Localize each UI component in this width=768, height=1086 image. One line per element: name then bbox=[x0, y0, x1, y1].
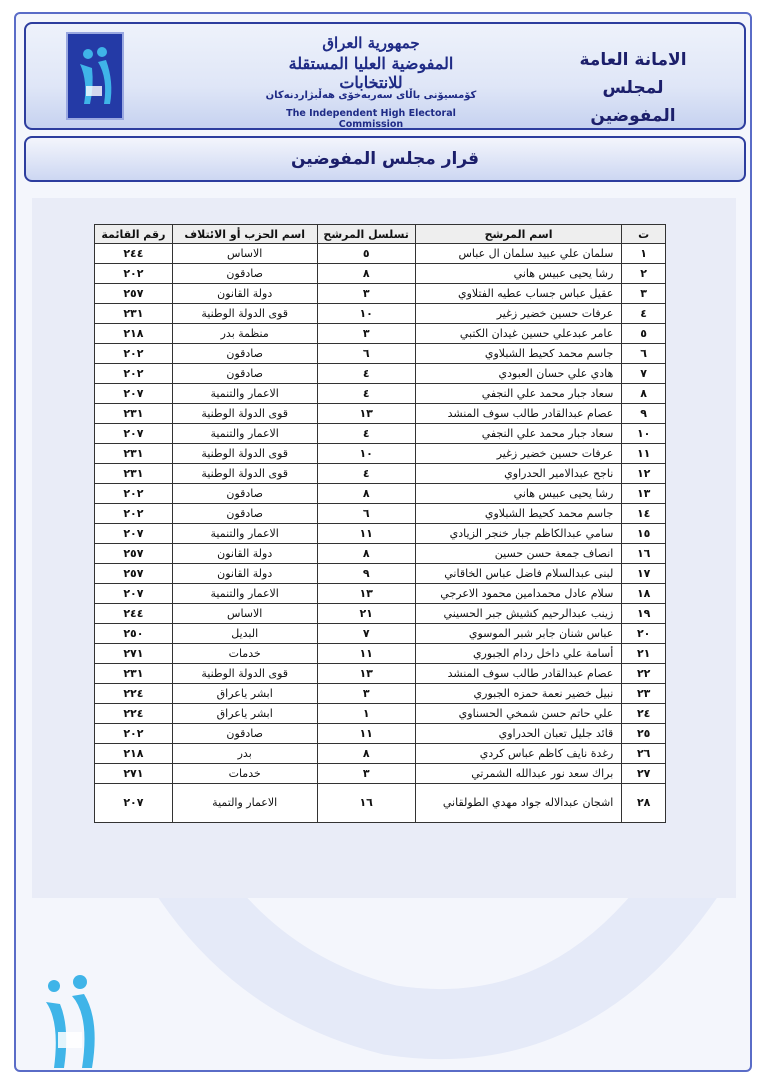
cell-candidate-serial: ٤ bbox=[317, 424, 415, 444]
cell-candidate-serial: ٢١ bbox=[317, 604, 415, 624]
cell-party-name: صادقون bbox=[172, 344, 317, 364]
cell-candidate-name: سعاد جبار محمد علي النجفي bbox=[415, 424, 622, 444]
cell-candidate-serial: ٨ bbox=[317, 544, 415, 564]
cell-candidate-name: عقيل عباس جساب عطيه الفتلاوي bbox=[415, 284, 622, 304]
cell-party-name: قوى الدولة الوطنية bbox=[172, 304, 317, 324]
cell-seq: ١٧ bbox=[622, 564, 666, 584]
cell-list-number: ٢٣١ bbox=[95, 444, 173, 464]
cell-seq: ٦ bbox=[622, 344, 666, 364]
cell-party-name: دولة القانون bbox=[172, 564, 317, 584]
cell-list-number: ٢٠٧ bbox=[95, 384, 173, 404]
document-title: قرار مجلس المفوضين bbox=[24, 136, 746, 182]
cell-party-name: دولة القانون bbox=[172, 284, 317, 304]
cell-candidate-serial: ١١ bbox=[317, 644, 415, 664]
cell-party-name: الاعمار والتمية bbox=[172, 784, 317, 823]
secretariat-line-2: لمجلس المفوضين bbox=[590, 78, 676, 126]
table-row bbox=[95, 484, 666, 504]
cell-candidate-name: عرفات حسين خضير زغير bbox=[415, 444, 622, 464]
cell-list-number: ٢٠٢ bbox=[95, 264, 173, 284]
table-row bbox=[95, 604, 666, 624]
cell-candidate-name: انصاف جمعة حسن حسين bbox=[415, 544, 622, 564]
cell-list-number: ٢٣١ bbox=[95, 304, 173, 324]
header-candidate-name: اسم المرشح bbox=[415, 225, 622, 244]
table-row bbox=[95, 564, 666, 584]
cell-candidate-name: عصام عبدالقادر طالب سوف المنشد bbox=[415, 404, 622, 424]
cell-seq: ٨ bbox=[622, 384, 666, 404]
cell-party-name: الاساس bbox=[172, 604, 317, 624]
cell-party-name: صادقون bbox=[172, 484, 317, 504]
cell-party-name: الاعمار والتنمية bbox=[172, 424, 317, 444]
secretariat-title bbox=[558, 46, 708, 130]
table-row bbox=[95, 684, 666, 704]
cell-candidate-serial: ٨ bbox=[317, 264, 415, 284]
cell-party-name: منظمة بدر bbox=[172, 324, 317, 344]
cell-list-number: ٢١٨ bbox=[95, 744, 173, 764]
commission-name: المفوضية العليا المستقلة للانتخابات bbox=[288, 54, 454, 92]
cell-list-number: ٢٠٧ bbox=[95, 584, 173, 604]
cell-party-name: صادقون bbox=[172, 504, 317, 524]
table-row bbox=[95, 364, 666, 384]
cell-candidate-name: براك سعد نور عبدالله الشمرتي bbox=[415, 764, 622, 784]
cell-candidate-serial: ٤ bbox=[317, 464, 415, 484]
country-name: جمهورية العراق bbox=[322, 34, 420, 52]
table-row bbox=[95, 344, 666, 364]
secretariat-line-1: الامانة العامة bbox=[579, 50, 687, 70]
cell-candidate-name: اشجان عبدالاله جواد مهدي الطولقاني bbox=[415, 784, 622, 823]
cell-party-name: الاساس bbox=[172, 244, 317, 264]
cell-party-name: ابشر ياعراق bbox=[172, 684, 317, 704]
cell-seq: ١٢ bbox=[622, 464, 666, 484]
cell-seq: ١٩ bbox=[622, 604, 666, 624]
table-row bbox=[95, 624, 666, 644]
cell-candidate-name: علي حاتم حسن شمخي الحسناوي bbox=[415, 704, 622, 724]
table-row bbox=[95, 324, 666, 344]
table-row bbox=[95, 724, 666, 744]
cell-candidate-name: رشا يحيى عبيس هاني bbox=[415, 484, 622, 504]
cell-candidate-name: رشا يحيى عبيس هاني bbox=[415, 264, 622, 284]
cell-list-number: ٢٠٧ bbox=[95, 424, 173, 444]
cell-party-name: الاعمار والتنمية bbox=[172, 584, 317, 604]
cell-candidate-name: عصام عبدالقادر طالب سوف المنشد bbox=[415, 664, 622, 684]
cell-seq: ٢٥ bbox=[622, 724, 666, 744]
cell-candidate-serial: ١٦ bbox=[317, 784, 415, 823]
table-row bbox=[95, 404, 666, 424]
cell-party-name: قوى الدولة الوطنية bbox=[172, 404, 317, 424]
table-row bbox=[95, 664, 666, 684]
cell-list-number: ٢٥٠ bbox=[95, 624, 173, 644]
cell-party-name: قوى الدولة الوطنية bbox=[172, 444, 317, 464]
cell-list-number: ٢٠٢ bbox=[95, 484, 173, 504]
cell-party-name: البديل bbox=[172, 624, 317, 644]
cell-candidate-serial: ٣ bbox=[317, 764, 415, 784]
table-header-row bbox=[95, 225, 666, 244]
cell-candidate-serial: ٤ bbox=[317, 364, 415, 384]
cell-party-name: صادقون bbox=[172, 364, 317, 384]
cell-candidate-serial: ٨ bbox=[317, 744, 415, 764]
cell-list-number: ٢٤٤ bbox=[95, 244, 173, 264]
cell-seq: ١٠ bbox=[622, 424, 666, 444]
table-row bbox=[95, 304, 666, 324]
cell-list-number: ٢٣١ bbox=[95, 664, 173, 684]
cell-list-number: ٢٧١ bbox=[95, 764, 173, 784]
cell-seq: ٥ bbox=[622, 324, 666, 344]
cell-seq: ٢٦ bbox=[622, 744, 666, 764]
cell-party-name: خدمات bbox=[172, 644, 317, 664]
table-row bbox=[95, 244, 666, 264]
cell-candidate-serial: ٦ bbox=[317, 344, 415, 364]
cell-seq: ١٦ bbox=[622, 544, 666, 564]
cell-seq: ١٣ bbox=[622, 484, 666, 504]
cell-candidate-serial: ٣ bbox=[317, 324, 415, 344]
table-row bbox=[95, 384, 666, 404]
cell-candidate-serial: ١٠ bbox=[317, 444, 415, 464]
cell-party-name: قوى الدولة الوطنية bbox=[172, 464, 317, 484]
cell-candidate-name: سعاد جبار محمد علي النجفي bbox=[415, 384, 622, 404]
cell-candidate-serial: ١ bbox=[317, 704, 415, 724]
org-name-english: The Independent High Electoral Commission bbox=[286, 108, 456, 130]
cell-candidate-serial: ١٣ bbox=[317, 584, 415, 604]
header-party-name: اسم الحزب أو الائتلاف bbox=[172, 225, 317, 244]
table-row bbox=[95, 284, 666, 304]
cell-list-number: ٢٠٧ bbox=[95, 524, 173, 544]
header-candidate-serial: تسلسل المرشح bbox=[317, 225, 415, 244]
cell-seq: ٢٨ bbox=[622, 784, 666, 823]
cell-party-name: صادقون bbox=[172, 724, 317, 744]
cell-candidate-name: عامر عبدعلي حسين غيدان الكتبي bbox=[415, 324, 622, 344]
table-row bbox=[95, 464, 666, 484]
cell-seq: ١١ bbox=[622, 444, 666, 464]
cell-candidate-name: زينب عبدالرحيم كشيش جبر الحسيني bbox=[415, 604, 622, 624]
cell-list-number: ٢٠٢ bbox=[95, 364, 173, 384]
cell-candidate-serial: ١٠ bbox=[317, 304, 415, 324]
cell-candidate-name: ناجح عبدالامير الحدراوي bbox=[415, 464, 622, 484]
table-row bbox=[95, 424, 666, 444]
cell-candidate-serial: ٩ bbox=[317, 564, 415, 584]
cell-list-number: ٢٠٧ bbox=[95, 784, 173, 823]
cell-list-number: ٢٧١ bbox=[95, 644, 173, 664]
cell-candidate-name: هادي علي حسان العبودي bbox=[415, 364, 622, 384]
table-row bbox=[95, 584, 666, 604]
cell-list-number: ٢٥٧ bbox=[95, 544, 173, 564]
table-row bbox=[95, 784, 666, 823]
cell-party-name: خدمات bbox=[172, 764, 317, 784]
cell-list-number: ٢١٨ bbox=[95, 324, 173, 344]
cell-seq: ١٤ bbox=[622, 504, 666, 524]
cell-party-name: قوى الدولة الوطنية bbox=[172, 664, 317, 684]
cell-party-name: الاعمار والتنمية bbox=[172, 524, 317, 544]
cell-seq: ١٨ bbox=[622, 584, 666, 604]
cell-list-number: ٢٢٤ bbox=[95, 704, 173, 724]
table-row bbox=[95, 544, 666, 564]
cell-candidate-serial: ١١ bbox=[317, 524, 415, 544]
table-row bbox=[95, 504, 666, 524]
cell-candidate-serial: ١١ bbox=[317, 724, 415, 744]
cell-list-number: ٢٥٧ bbox=[95, 564, 173, 584]
cell-party-name: ابشر ياعراق bbox=[172, 704, 317, 724]
cell-list-number: ٢٢٤ bbox=[95, 684, 173, 704]
cell-seq: ٩ bbox=[622, 404, 666, 424]
org-name-kurdish: كۆمسيۆنى باڵاى سەربەخۆى هەڵبژاردنەكان bbox=[265, 90, 477, 101]
table-row bbox=[95, 704, 666, 724]
cell-seq: ٧ bbox=[622, 364, 666, 384]
cell-party-name: بدر bbox=[172, 744, 317, 764]
cell-candidate-name: سامي عبدالكاظم جبار خنجر الزيادي bbox=[415, 524, 622, 544]
cell-candidate-name: رغدة نايف كاظم عباس كردي bbox=[415, 744, 622, 764]
cell-list-number: ٢٣١ bbox=[95, 404, 173, 424]
org-name-arabic bbox=[256, 34, 486, 92]
cell-seq: ٢٧ bbox=[622, 764, 666, 784]
cell-list-number: ٢٤٤ bbox=[95, 604, 173, 624]
cell-seq: ٢٤ bbox=[622, 704, 666, 724]
cell-seq: ٣ bbox=[622, 284, 666, 304]
cell-party-name: الاعمار والتنمية bbox=[172, 384, 317, 404]
cell-candidate-serial: ٦ bbox=[317, 504, 415, 524]
header-seq: ت bbox=[622, 225, 666, 244]
table-row bbox=[95, 764, 666, 784]
cell-candidate-serial: ١٣ bbox=[317, 404, 415, 424]
table-row bbox=[95, 744, 666, 764]
cell-candidate-name: جاسم محمد كحيط الشبلاوي bbox=[415, 504, 622, 524]
cell-candidate-serial: ٨ bbox=[317, 484, 415, 504]
cell-list-number: ٢٠٢ bbox=[95, 724, 173, 744]
table-row bbox=[95, 524, 666, 544]
header-list-number: رقم القائمة bbox=[95, 225, 173, 244]
cell-candidate-name: عرفات حسين خضير زغير bbox=[415, 304, 622, 324]
table-row bbox=[95, 644, 666, 664]
cell-candidate-name: قائد جليل تعبان الحدراوي bbox=[415, 724, 622, 744]
cell-candidate-name: سلمان علي عبيد سلمان ال عباس bbox=[415, 244, 622, 264]
cell-seq: ٤ bbox=[622, 304, 666, 324]
cell-seq: ٢٢ bbox=[622, 664, 666, 684]
cell-list-number: ٢٠٢ bbox=[95, 344, 173, 364]
cell-candidate-serial: ٤ bbox=[317, 384, 415, 404]
cell-party-name: دولة القانون bbox=[172, 544, 317, 564]
ihec-figure-icon bbox=[40, 972, 100, 1072]
cell-candidate-serial: ٣ bbox=[317, 684, 415, 704]
cell-candidate-serial: ١٣ bbox=[317, 664, 415, 684]
cell-seq: ٢٣ bbox=[622, 684, 666, 704]
candidates-table bbox=[94, 224, 666, 823]
table-row bbox=[95, 264, 666, 284]
cell-candidate-name: لبنى عبدالسلام فاضل عباس الخاقاني bbox=[415, 564, 622, 584]
cell-seq: ١ bbox=[622, 244, 666, 264]
cell-party-name: صادقون bbox=[172, 264, 317, 284]
cell-candidate-name: نبيل خضير نعمة حمزه الجبوري bbox=[415, 684, 622, 704]
cell-seq: ٢ bbox=[622, 264, 666, 284]
cell-candidate-name: سلام عادل محمدامين محمود الاعرجي bbox=[415, 584, 622, 604]
cell-seq: ١٥ bbox=[622, 524, 666, 544]
cell-candidate-serial: ٣ bbox=[317, 284, 415, 304]
cell-candidate-name: جاسم محمد كحيط الشبلاوي bbox=[415, 344, 622, 364]
cell-candidate-name: أسامة علي داخل ردام الجبوري bbox=[415, 644, 622, 664]
header-panel bbox=[24, 22, 746, 130]
cell-candidate-serial: ٧ bbox=[317, 624, 415, 644]
cell-candidate-name: عباس شنان جابر شبر الموسوي bbox=[415, 624, 622, 644]
table-row bbox=[95, 444, 666, 464]
cell-list-number: ٢٣١ bbox=[95, 464, 173, 484]
cell-candidate-serial: ٥ bbox=[317, 244, 415, 264]
cell-list-number: ٢٥٧ bbox=[95, 284, 173, 304]
ihec-logo-icon bbox=[66, 32, 124, 120]
cell-list-number: ٢٠٢ bbox=[95, 504, 173, 524]
cell-seq: ٢١ bbox=[622, 644, 666, 664]
table-body bbox=[95, 244, 666, 823]
cell-seq: ٢٠ bbox=[622, 624, 666, 644]
